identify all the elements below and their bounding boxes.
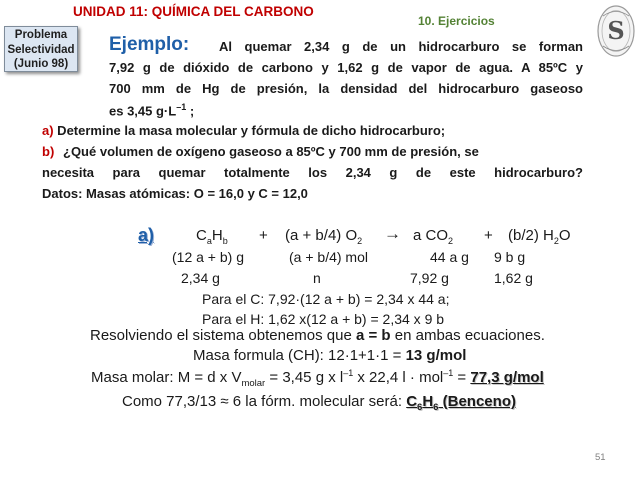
density-exponent: –1: [176, 102, 187, 112]
school-logo-icon: [596, 4, 636, 58]
question-b-text: ¿Qué volumen de oxígeno gaseoso a 85ºC y 700 mm de presión, se: [63, 144, 479, 159]
formula-sub: 6: [433, 402, 439, 413]
question-b-line2: necesita para quemar totalmente los 2,34 g de este hidrocarburo?: [42, 165, 583, 180]
question-b-label: b): [42, 144, 55, 159]
density-text: es 3,45 g·L: [109, 103, 177, 119]
formula-hydrogen: H: [422, 393, 434, 410]
eq-oxygen-text: (a + b/4) O: [285, 227, 358, 244]
eq-carbon: C: [196, 227, 207, 244]
solving-result: a = b: [356, 327, 391, 344]
solution-part-label: a): [138, 225, 155, 245]
question-a: [42, 123, 445, 138]
molar-mass-exponent: –1: [343, 368, 354, 378]
formula-mass: [193, 347, 466, 364]
value-row-cell: 7,92 g: [410, 270, 449, 286]
mass-row-cell: 9 b g: [494, 249, 526, 265]
question-a-label: a): [42, 123, 54, 138]
combustion-equation: [196, 227, 228, 246]
mass-row-cell: (12 a + b) g: [172, 249, 244, 265]
molar-volume-sub: molar: [241, 378, 266, 389]
molar-mass-result: 77,3 g/mol: [470, 369, 544, 386]
eq-hydrogen: H: [211, 227, 223, 244]
formula-name: (Benceno): [438, 393, 516, 410]
question-b: [42, 144, 583, 159]
problem-text-line: [109, 102, 194, 118]
molecular-formula-result: [406, 393, 516, 413]
page-number: 51: [595, 452, 606, 463]
value-row-cell: 2,34 g: [181, 270, 220, 286]
molar-mass-text: = 3,45 g x l: [265, 369, 344, 386]
eq-oxygen-sub: 2: [357, 236, 363, 246]
unit-title: UNIDAD 11: QUÍMICA DEL CARBONO: [73, 4, 314, 19]
problem-box-line: Selectividad: [7, 43, 75, 56]
svg-text:S: S: [607, 16, 625, 45]
eq-co2: [413, 227, 453, 246]
molar-mass-text: Masa molar: M = d x V: [91, 369, 242, 386]
molecular-formula-text: Como 77,3/13 ≈ 6 la fórm. molecular será:: [122, 393, 407, 410]
eq-water-o: O: [558, 227, 571, 244]
question-b-first-line: [42, 144, 54, 159]
solving-statement: [90, 327, 545, 344]
formula-carbon: C: [406, 393, 418, 410]
problem-text-line: 700 mm de Hg de presión, la densidad del hidrocarburo gaseoso: [109, 81, 583, 96]
formula-mass-result: 13 g/mol: [405, 347, 467, 364]
problem-box-line: (Junio 98): [13, 58, 69, 70]
problem-source-box: [4, 26, 78, 72]
ejemplo-label: Ejemplo:: [109, 34, 190, 55]
eq-water-sub: 2: [553, 236, 559, 246]
problem-box-line: Problema: [14, 29, 68, 41]
question-a-text: Determine la masa molecular y fórmula de dicho hidrocarburo;: [53, 123, 446, 138]
formula-mass-text: Masa formula (CH): 12·1+1·1 =: [193, 347, 406, 364]
solving-text: Resolviendo el sistema obtenemos que: [90, 327, 356, 344]
eq-sub-b: b: [222, 236, 228, 246]
reaction-arrow-icon: →: [384, 224, 401, 243]
eq-sub-a: a: [206, 236, 212, 246]
hydrogen-balance: Para el H: 1,62 x(12 a + b) = 2,34 x 9 b: [202, 311, 445, 327]
eq-oxygen: [285, 227, 362, 246]
problem-text-line: 7,92 g de dióxido de carbono y 1,62 g de vapor de agua. A 85ºC y: [109, 60, 583, 75]
molar-mass-text: =: [453, 369, 471, 386]
atomic-masses-data: Datos: Masas atómicas: O = 16,0 y C = 12,0: [42, 186, 308, 201]
eq-plus: +: [484, 227, 493, 244]
section-title: 10. Ejercicios: [418, 14, 495, 28]
molecular-formula-statement: [122, 393, 516, 413]
value-row-cell: n: [313, 270, 321, 286]
solving-end: en ambas ecuaciones.: [390, 327, 545, 344]
mass-row-cell: 44 a g: [430, 249, 469, 265]
mass-row-cell: (a + b/4) mol: [289, 249, 368, 265]
eq-water-text: (b/2) H: [508, 227, 554, 244]
molar-mass: [91, 368, 544, 389]
molar-mass-text: x 22,4 l · mol: [353, 369, 444, 386]
eq-plus: +: [259, 227, 268, 244]
formula-sub: 6: [417, 402, 423, 413]
carbon-balance: Para el C: 7,92·(12 a + b) = 2,34 x 44 a;: [202, 291, 450, 307]
problem-text-line: Al quemar 2,34 g de un hidrocarburo se forman: [219, 39, 583, 54]
eq-co2-sub: 2: [448, 236, 454, 246]
eq-co2-text: a CO: [413, 227, 449, 244]
value-row-cell: 1,62 g: [494, 270, 533, 286]
molar-mass-exponent: –1: [443, 368, 454, 378]
eq-water: [508, 227, 571, 246]
density-end: ;: [186, 103, 195, 119]
